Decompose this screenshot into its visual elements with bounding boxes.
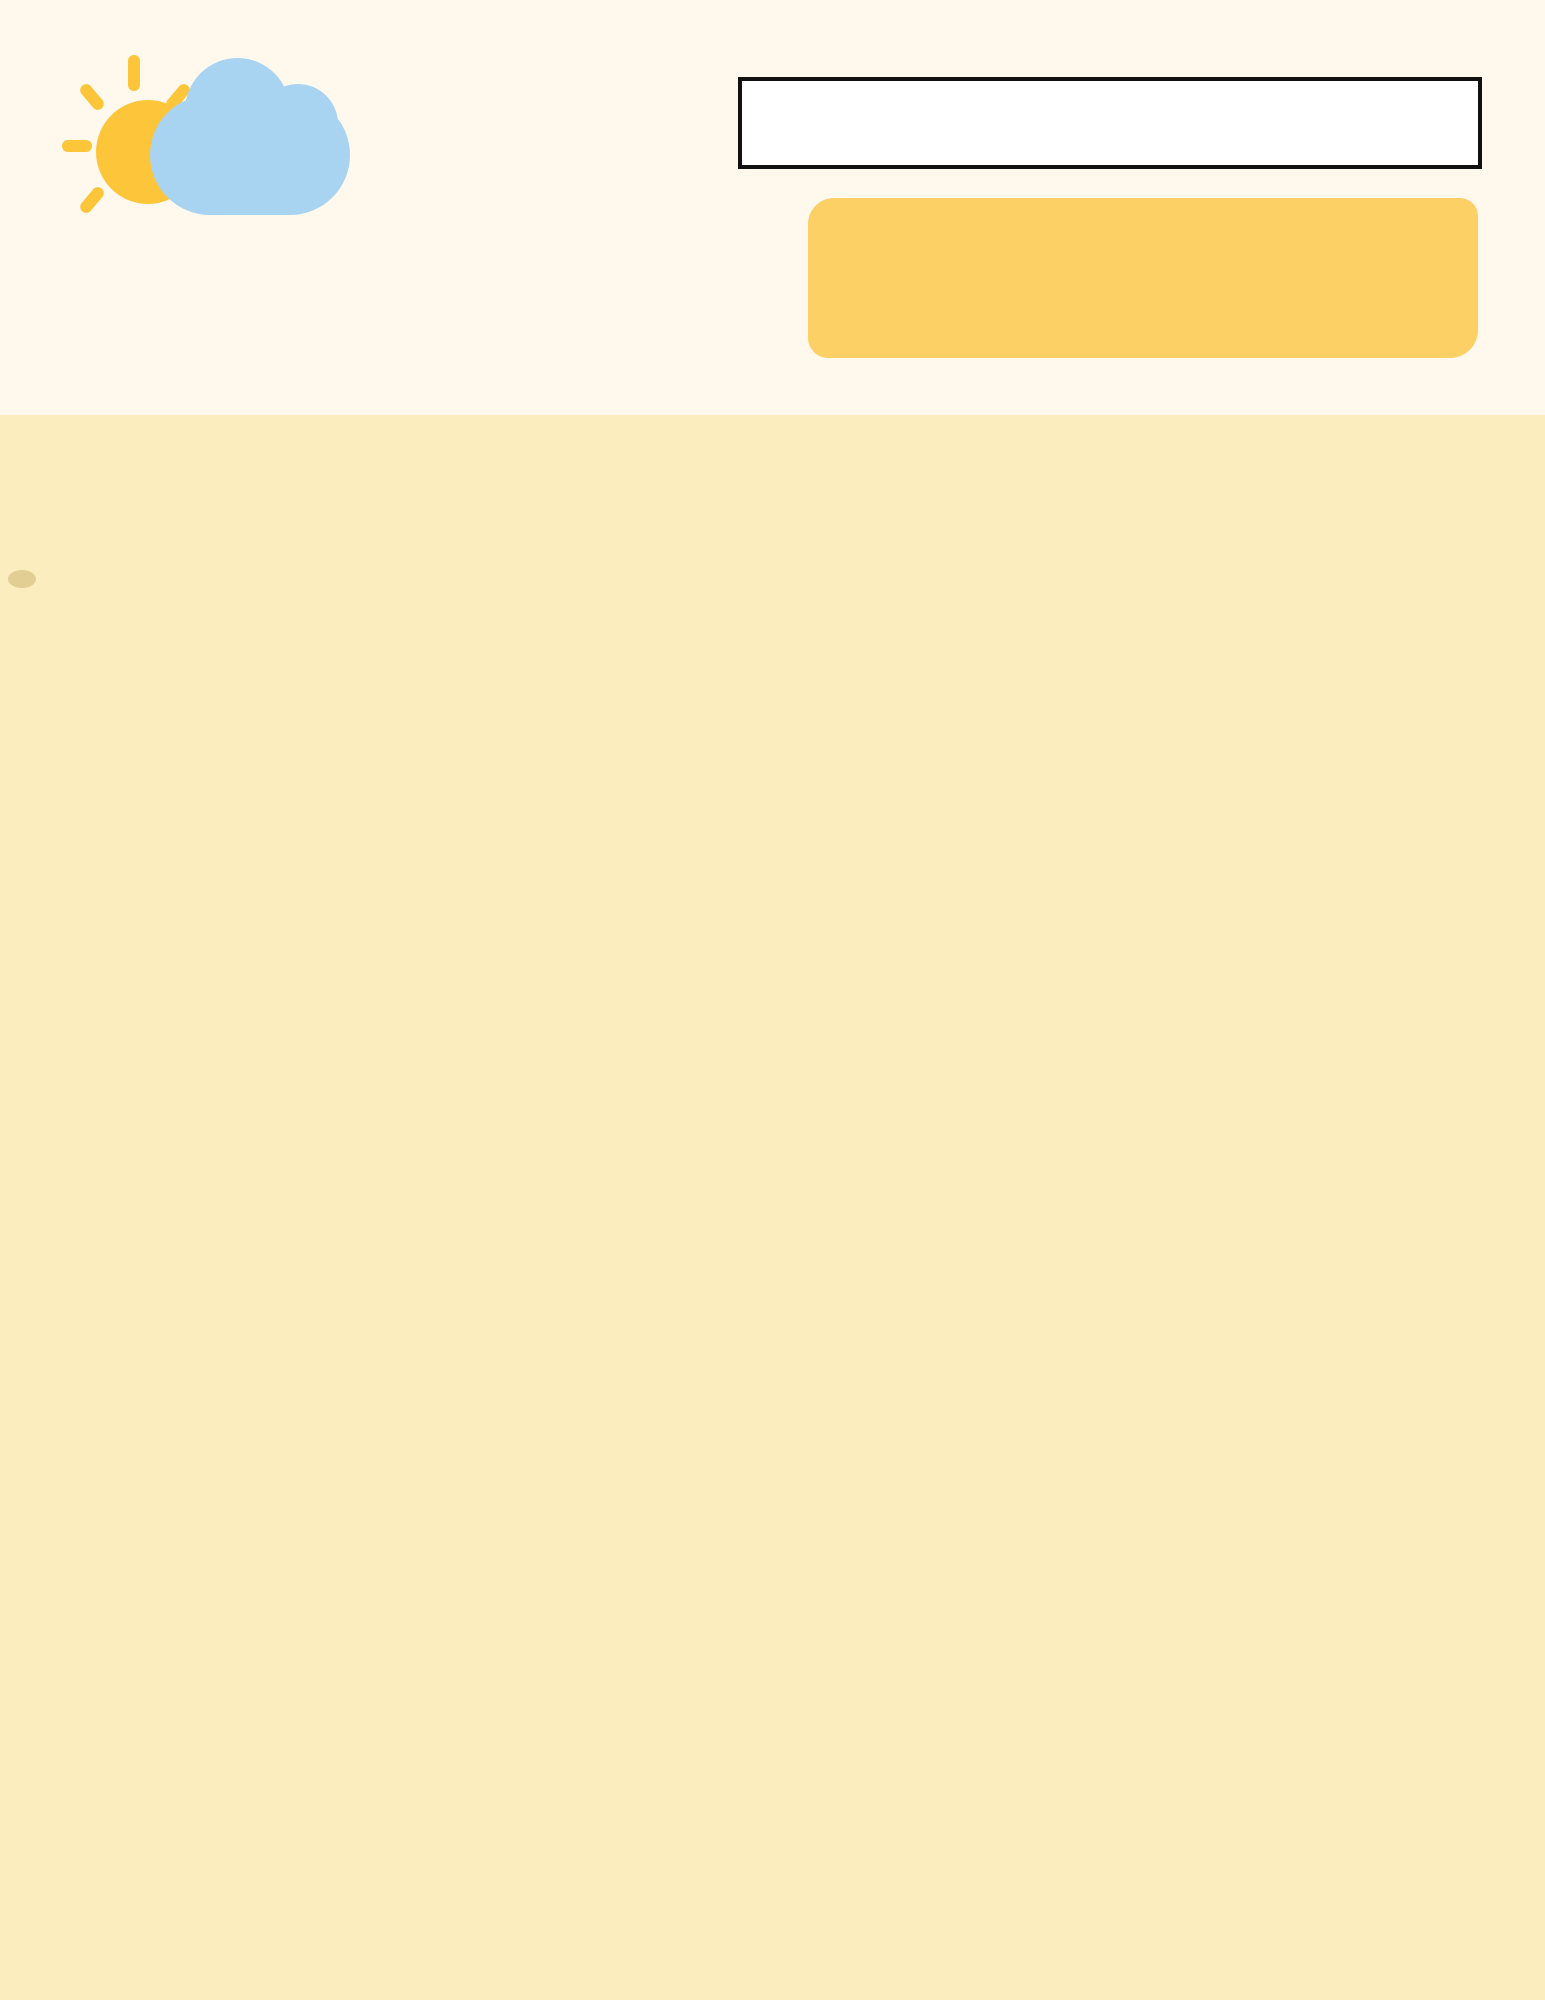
name-input[interactable] [758, 93, 1478, 153]
sand-dot [8, 570, 36, 588]
directions-box [808, 198, 1478, 358]
cloud-icon [0, 0, 400, 250]
name-field[interactable] [738, 77, 1482, 169]
